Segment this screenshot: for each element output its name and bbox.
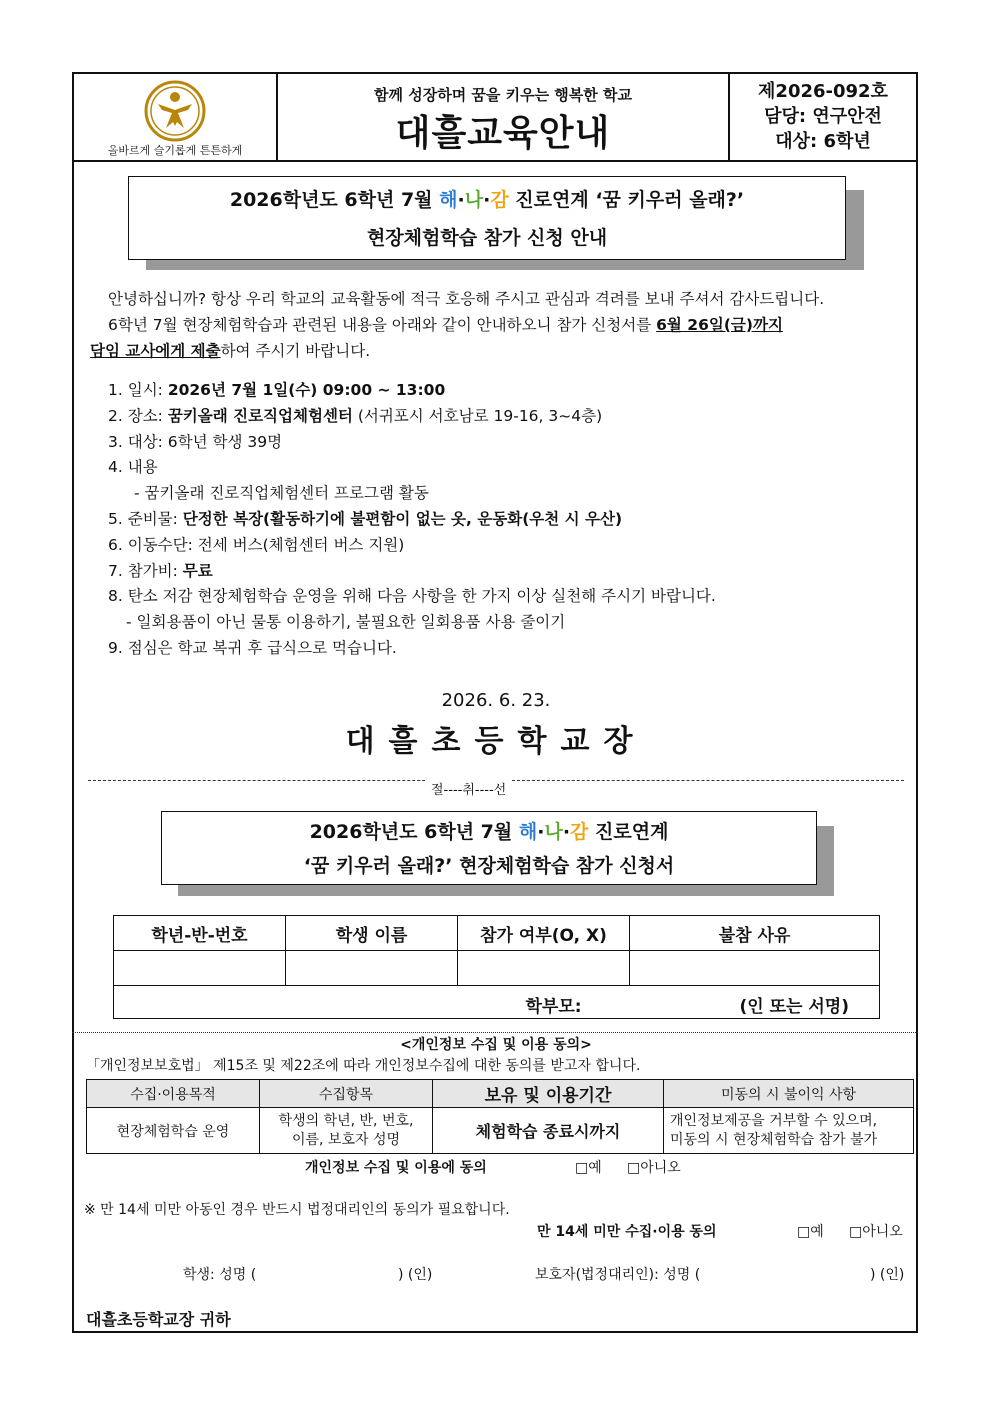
student-name-field[interactable] <box>286 951 458 986</box>
under14-yes-checkbox[interactable]: □예 <box>797 1224 824 1240</box>
col-student-name: 학생 이름 <box>286 916 458 951</box>
hanagam-logo: 해·나·감 <box>439 189 509 211</box>
absence-reason-field[interactable] <box>630 951 880 986</box>
item-content-sub: - 꿈키올래 진로직업체험센터 프로그램 활동 <box>134 484 429 503</box>
item-lunch: 9. 점심은 학교 복귀 후 급식으로 먹습니다. <box>108 638 397 657</box>
consent-no-checkbox[interactable]: □아니오 <box>627 1160 681 1176</box>
priv-period: 체험학습 종료시까지 <box>433 1108 664 1154</box>
logo-cell <box>74 74 278 160</box>
item-target: 3. 대상: 6학년 학생 39명 <box>108 432 283 451</box>
newsletter-title: 대흘교육안내 <box>395 113 611 154</box>
intro-paragraph-2: 6학년 7월 현장체험학습과 관련된 내용을 아래와 같이 안내하오니 참가 신청서를 6월 26일(금)까지 담임 교사에게 제출하여 주시기 바랍니다. <box>90 316 783 360</box>
principal-name: 대흘초등학교장 <box>345 724 647 759</box>
addressee: 대흘초등학교장 귀하 <box>86 1310 231 1329</box>
guardian-sign-label: 보호자(법정대리인): 성명 ( <box>535 1267 701 1283</box>
participation-field[interactable] <box>458 951 630 986</box>
col-absence-reason: 불참 사유 <box>630 916 880 951</box>
hanagam-logo-2: 해·나·감 <box>518 821 589 843</box>
form-title-line1: 2026학년도 6학년 7월 해·나·감 진로연계 <box>309 821 669 843</box>
col-class-number: 학년-반-번호 <box>114 916 286 951</box>
under14-label: 만 14세 미만 수집·이용 동의 <box>537 1224 717 1240</box>
item-date: 1. 일시: 2026년 7월 1일(수) 09:00 ~ 13:00 <box>108 381 446 399</box>
privacy-table <box>86 1079 914 1154</box>
priv-purpose: 현장체험학습 운영 <box>87 1108 260 1154</box>
parent-label: 학부모: <box>525 997 582 1017</box>
guardian-name-input[interactable] <box>722 1260 862 1280</box>
school-logo-icon <box>144 80 206 142</box>
item-supplies: 5. 준비물: 단정한 복장(활동하기에 불편함이 없는 옷, 운동화(우천 시 우산) <box>108 509 623 528</box>
under14-no-checkbox[interactable]: □아니오 <box>849 1224 903 1240</box>
priv-items: 학생의 학년, 반, 번호, 이름, 보호자 성명 <box>260 1108 433 1154</box>
priv-col-purpose: 수집·이용목적 <box>87 1080 260 1108</box>
consent-label: 개인정보 수집 및 이용에 동의 <box>305 1160 487 1176</box>
cut-label: 절----취----선 <box>425 779 512 798</box>
student-name-input[interactable] <box>270 1260 395 1280</box>
priv-disadvantage: 개인정보제공을 거부할 수 있으며, 미동의 시 현장체험학습 참가 불가 <box>664 1108 914 1154</box>
privacy-title: <개인정보 수집 및 이용 동의> <box>400 1037 592 1053</box>
priv-col-disadvantage: 미동의 시 불이익 사항 <box>664 1080 914 1108</box>
school-motto: 함께 성장하며 꿈을 키우는 행복한 학교 <box>374 86 632 104</box>
application-table <box>113 915 880 1019</box>
col-participation: 참가 여부(O, X) <box>458 916 630 951</box>
guardian-sign-seal: ) (인) <box>870 1267 905 1283</box>
item-carbon-sub: - 일회용품이 아닌 물통 이용하기, 불필요한 일회용품 사용 줄이기 <box>126 613 566 632</box>
notice-title-line2: 현장체험학습 참가 신청 안내 <box>366 227 608 249</box>
item-fee: 7. 참가비: 무료 <box>108 561 213 580</box>
under14-note: ※ 만 14세 미만 아동인 경우 반드시 법정대리인의 동의가 필요합니다. <box>84 1202 510 1218</box>
consent-yes-checkbox[interactable]: □예 <box>575 1160 602 1176</box>
doc-number: 제2026-092호 <box>758 81 888 102</box>
notice-title-box <box>128 176 846 260</box>
priv-col-items: 수집항목 <box>260 1080 433 1108</box>
parent-sign-row[interactable] <box>114 986 880 1019</box>
doc-target: 대상: 6학년 <box>775 131 871 152</box>
form-title-line2: ‘꿈 키우러 올래?’ 현장체험학습 참가 신청서 <box>303 855 675 877</box>
title-cell <box>278 74 730 160</box>
item-transport: 6. 이동수단: 전세 버스(체험센터 버스 지원) <box>108 535 405 554</box>
item-carbon: 8. 탄소 저감 현장체험학습 운영을 위해 다음 사항을 한 가지 이상 실천해 주시기 바랍니다. <box>108 587 716 606</box>
item-content: 4. 내용 <box>108 458 158 477</box>
header <box>74 74 916 162</box>
sign-label: (인 또는 서명) <box>739 997 849 1017</box>
privacy-divider <box>72 1032 918 1033</box>
privacy-intro: 「개인정보보호법」 제15조 및 제22조에 따라 개인정보수집에 대한 동의를 받고자 합니다. <box>86 1058 641 1074</box>
form-title-box <box>161 811 817 885</box>
class-number-field[interactable] <box>114 951 286 986</box>
student-sign-label: 학생: 성명 ( <box>183 1267 257 1283</box>
info-list <box>108 378 716 662</box>
priv-col-period: 보유 및 이용기간 <box>433 1080 664 1108</box>
issue-date: 2026. 6. 23. <box>441 690 551 711</box>
notice-title-line1: 2026학년도 6학년 7월 해·나·감 진로연계 ‘꿈 키우러 올래?’ <box>229 189 745 211</box>
student-sign-seal: ) (인) <box>398 1267 433 1283</box>
intro-paragraph-1: 안녕하십니까? 항상 우리 학교의 교육활동에 적극 호응해 주시고 관심과 격려를 보내 주셔서 감사드립니다. <box>108 290 825 308</box>
logo-caption: 올바르게 슬기롭게 튼튼하게 <box>107 144 243 157</box>
item-place: 2. 장소: 꿈키올래 진로직업체험센터 (서귀포시 서호남로 19-16, 3~4층) <box>108 406 603 425</box>
doc-manager: 담당: 연구안전 <box>764 106 882 127</box>
doc-info <box>730 74 916 160</box>
